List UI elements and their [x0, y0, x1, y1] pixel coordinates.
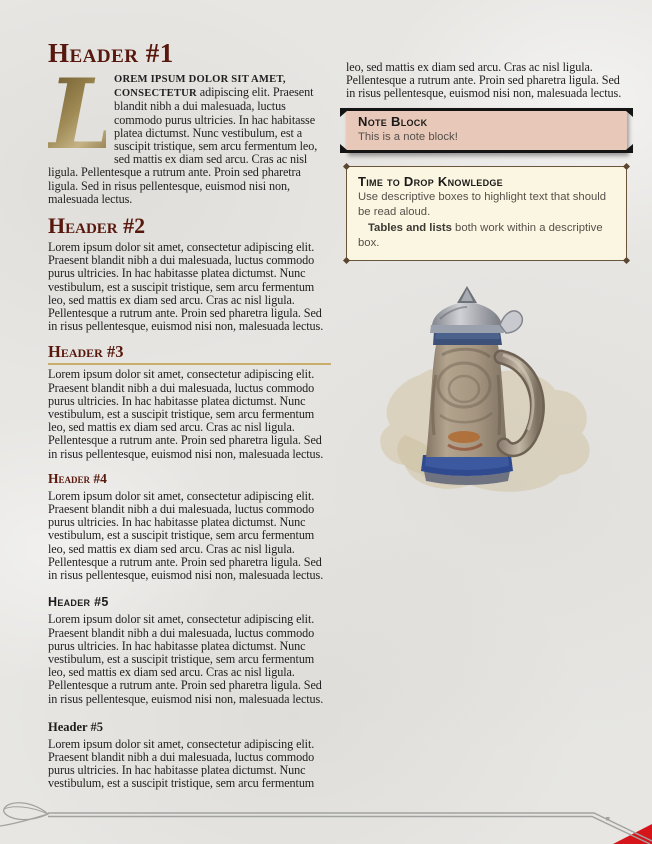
right-column — [346, 58, 627, 500]
paragraph-2: Lorem ipsum dolor sit amet, consectetur adipiscing elit. Praesent blandit nibh a dui malesuada, luctus commodo purus ultricies. In hac habitasse platea dictumst. Nunc vestibulum, est a suscipit tristique, sem arcu fermentum leo, sed mattis ex diam sed arcu. Cras ac nisl ligula. Pellentesque a rutrum ante. Proin sed pharetra ligula. Sed in risus pellentesque, euismod nisi non, malesuada lectus. — [48, 240, 324, 334]
descriptive-box — [346, 166, 627, 261]
corner-dot-icon — [343, 257, 350, 264]
beer-stein-image — [360, 285, 610, 500]
header-3: Header #3 — [48, 342, 331, 365]
footer-red-triangle-icon — [613, 824, 652, 844]
note-block-body: This is a note block! — [358, 130, 458, 143]
lead-paragraph — [48, 58, 331, 206]
lead-smallcaps-text: OREM IPSUM DOLOR SIT AMET, CONSECTETUR — [114, 74, 286, 100]
beer-stein-svg — [360, 285, 610, 500]
header-2: Header #2 — [48, 213, 146, 239]
note-block-top-bar — [340, 108, 633, 111]
header-1: Header #1 — [48, 38, 174, 68]
paragraph-4: Lorem ipsum dolor sit amet, consectetur adipiscing elit. Praesent blandit nibh a dui malesuada, luctus commodo purus ultricies. In hac habitasse platea dictumst. Nunc vestibulum, est a suscipit tristique, sem arcu fermentum leo, sed mattis ex diam sed arcu. Cras ac nisl ligula. Pellentesque a rutrum ante. Proin sed pharetra ligula. Sed in risus pellentesque, euismod nisi non, malesuada lectus. — [48, 488, 324, 583]
note-block — [346, 108, 627, 153]
header-5: Header #5 — [48, 595, 109, 610]
descriptive-box-line2-bold: Tables and lists — [368, 221, 452, 234]
corner-dot-icon — [343, 163, 350, 170]
left-column — [48, 36, 331, 791]
note-block-title: Note Block — [358, 113, 428, 129]
dropcap-letter-L: L — [48, 58, 116, 171]
note-block-bottom-bar — [340, 150, 633, 153]
descriptive-box-title: Time to Drop Knowledge — [358, 173, 503, 189]
paragraph-3: Lorem ipsum dolor sit amet, consectetur adipiscing elit. Praesent blandit nibh a dui malesuada, luctus commodo purus ultricies. In hac habitasse platea dictumst. Nunc vestibulum, est a suscipit tristique, sem arcu fermentum leo, sed mattis ex diam sed arcu. Cras ac nisl ligula. Pellentesque a rutrum ante. Proin sed pharetra ligula. Sed in risus pellentesque, euismod nisi non, malesuada lectus. — [48, 367, 324, 461]
descriptive-box-line2 — [358, 221, 615, 251]
lead-rest-text: adipiscing elit. Praesent blandit nibh a dui malesuada, luctus commodo purus ultricies. In hac habitasse platea dictumst. Nunc vestibulum, est a suscipit tristique, sem arcu fermentum leo, sed mattis ex diam sed arcu. Cras ac nisl ligula. Pellentesque a rutrum ante. Proin sed pharetra ligula. Sed in risus pellentesque, euismod nisi non, malesuada lectus. — [48, 85, 318, 206]
descriptive-box-line1: Use descriptive boxes to highlight text that should be read aloud. — [358, 190, 607, 218]
descriptive-box-line2-rest: both work within a descriptive box. — [358, 221, 603, 249]
corner-dot-icon — [623, 257, 630, 264]
header-4: Header #4 — [48, 470, 107, 486]
footer-ornament — [0, 800, 652, 844]
header-6: Header #5 — [48, 719, 103, 734]
continuation-paragraph: leo, sed mattis ex diam sed arcu. Cras ac nisl ligula. Pellentesque a rutrum ante. Proin sed pharetra ligula. Sed in risus pellentesque, euismod nisi non, malesuada lectus. — [346, 60, 622, 101]
paragraph-6-truncated: Lorem ipsum dolor sit amet, consectetur adipiscing elit. Praesent blandit nibh a dui malesuada, luctus commodo purus ultricies. In hac habitasse platea dictumst. Nunc vestibulum, est a suscipit tristique, sem arcu fermentum — [48, 736, 315, 791]
corner-dot-icon — [623, 163, 630, 170]
paragraph-5: Lorem ipsum dolor sit amet, consectetur adipiscing elit. Praesent blandit nibh a dui malesuada, luctus commodo purus ultricies. In hac habitasse platea dictumst. Nunc vestibulum, est a suscipit tristique, sem arcu fermentum leo, sed mattis ex diam sed arcu. Cras ac nisl ligula. Pellentesque a rutrum ante. Proin sed pharetra ligula. Sed in risus pellentesque, euismod nisi non, malesuada lectus. — [48, 612, 324, 706]
